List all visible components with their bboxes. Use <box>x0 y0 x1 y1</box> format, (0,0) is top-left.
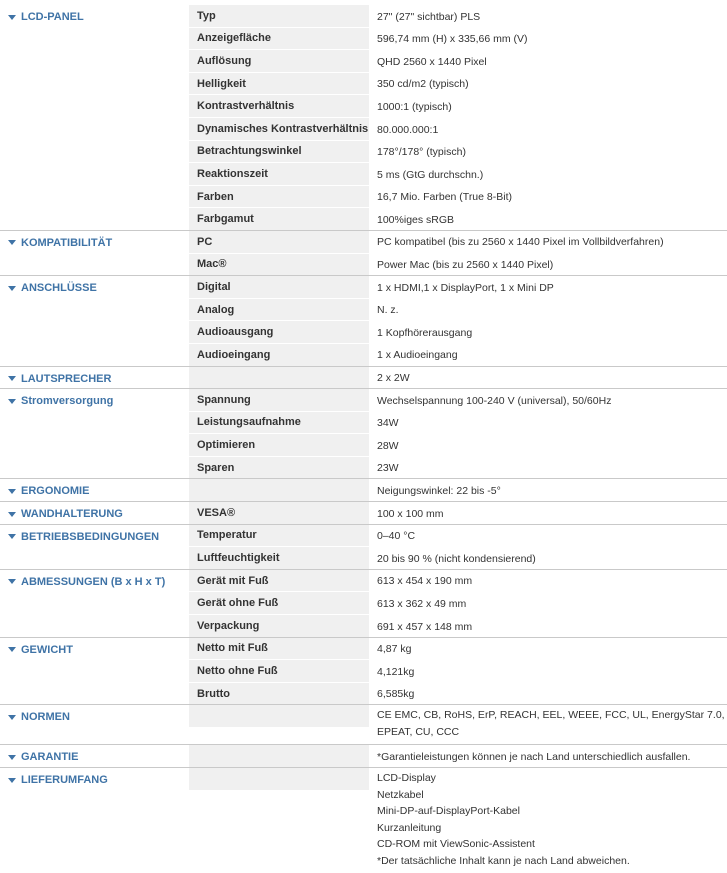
spec-label: Dynamisches Kontrastverhältnis <box>189 118 369 140</box>
section-title: LAUTSPRECHER <box>21 372 112 385</box>
caret-down-icon <box>8 579 16 584</box>
section-toggle[interactable] <box>8 394 113 408</box>
section-title: ANSCHLÜSSE <box>21 282 97 295</box>
spec-section <box>0 366 727 389</box>
spec-value <box>369 747 727 766</box>
spec-row <box>189 389 727 411</box>
caret-down-icon <box>8 376 16 381</box>
spec-label: Brutto <box>189 683 369 705</box>
spec-section <box>0 637 727 705</box>
spec-label: Betrachtungswinkel <box>189 141 369 163</box>
spec-value-line: 596,74 mm (H) x 335,66 mm (V) <box>377 33 528 46</box>
spec-value <box>369 481 727 500</box>
spec-label: Farbgamut <box>189 208 369 230</box>
spec-value-line: 691 x 457 x 148 mm <box>377 620 473 633</box>
spec-row <box>189 591 727 614</box>
spec-value-line: 80.000.000:1 <box>377 123 439 136</box>
spec-table <box>0 5 727 873</box>
spec-row <box>189 298 727 321</box>
spec-section <box>0 767 727 873</box>
section-rows <box>189 5 727 230</box>
section-rows <box>189 367 727 389</box>
spec-section <box>0 478 727 501</box>
spec-row <box>189 768 727 873</box>
spec-value-line: CD-ROM mit ViewSonic-Assistent <box>377 838 535 850</box>
spec-value <box>369 368 727 387</box>
spec-value <box>369 684 727 703</box>
spec-label: Sparen <box>189 457 369 479</box>
spec-row <box>189 140 727 163</box>
caret-down-icon <box>8 512 16 517</box>
spec-label: Farben <box>189 186 369 208</box>
caret-down-icon <box>8 755 16 760</box>
spec-row <box>189 207 727 230</box>
section-title: KOMPATIBILITÄT <box>21 236 113 249</box>
spec-value-line: *Der tatsächliche Inhalt kann je nach Land abweichen. <box>377 854 630 867</box>
spec-value-line: 1 Kopfhörerausgang <box>377 326 473 339</box>
spec-row <box>189 27 727 50</box>
spec-label: Luftfeuchtigkeit <box>189 547 369 569</box>
spec-value-line: Mini-DP-auf-DisplayPort-Kabel <box>377 805 520 817</box>
spec-value <box>369 142 727 161</box>
section-toggle[interactable] <box>8 236 112 250</box>
spec-row <box>189 614 727 637</box>
section-title: GARANTIE <box>21 751 79 764</box>
spec-row <box>189 638 727 660</box>
section-toggle[interactable] <box>8 710 70 724</box>
spec-value <box>369 74 727 93</box>
spec-label: Netto ohne Fuß <box>189 660 369 682</box>
spec-value <box>369 705 727 740</box>
spec-label: Spannung <box>189 389 369 411</box>
caret-down-icon <box>8 647 16 652</box>
spec-row <box>189 367 727 389</box>
section-toggle[interactable] <box>8 10 84 24</box>
caret-down-icon <box>8 286 16 291</box>
spec-label: Digital <box>189 276 369 298</box>
section-title: NORMEN <box>21 711 70 724</box>
caret-down-icon <box>8 489 16 494</box>
spec-label: Mac® <box>189 254 369 276</box>
section-rows <box>189 638 727 705</box>
spec-value-line: 5 ms (GtG durchschn.) <box>377 168 484 181</box>
spec-row <box>189 546 727 569</box>
spec-section <box>0 5 727 230</box>
section-rows <box>189 705 727 744</box>
spec-section <box>0 388 727 478</box>
spec-value <box>369 413 727 432</box>
spec-row <box>189 433 727 456</box>
section-title: GEWICHT <box>21 643 73 656</box>
spec-value <box>369 300 727 319</box>
caret-down-icon <box>8 715 16 720</box>
spec-section <box>0 569 727 637</box>
section-title: LCD-PANEL <box>21 11 84 23</box>
spec-section <box>0 230 727 275</box>
section-toggle[interactable] <box>8 507 123 521</box>
section-toggle[interactable] <box>8 575 165 589</box>
caret-down-icon <box>8 15 16 20</box>
spec-label: Anzeigefläche <box>189 28 369 50</box>
spec-value-line: 178°/178° (typisch) <box>377 146 466 159</box>
spec-label: Leistungsaufnahme <box>189 412 369 434</box>
spec-value <box>369 120 727 139</box>
spec-label: Verpackung <box>189 615 369 637</box>
spec-value-line: 20 bis 90 % (nicht kondensierend) <box>377 552 536 565</box>
spec-value <box>369 504 727 523</box>
spec-label <box>189 367 369 389</box>
spec-value-line: 6,585kg <box>377 688 415 701</box>
spec-value-line: 28W <box>377 439 399 452</box>
spec-label: Analog <box>189 299 369 321</box>
spec-value <box>369 617 727 636</box>
spec-label: Gerät mit Fuß <box>189 570 369 592</box>
section-title: LIEFERUMFANG <box>21 774 108 786</box>
section-rows <box>189 768 727 873</box>
spec-row <box>189 745 727 767</box>
caret-down-icon <box>8 399 16 404</box>
spec-section <box>0 275 727 365</box>
spec-row <box>189 411 727 434</box>
spec-value-line: 1 x HDMI,1 x DisplayPort, 1 x Mini DP <box>377 281 554 294</box>
spec-value <box>369 768 727 869</box>
spec-value-line: LCD-Display <box>377 772 436 784</box>
spec-label: VESA® <box>189 502 369 524</box>
spec-value-line: Wechselspannung 100-240 V (universal), 50/60Hz <box>377 394 612 407</box>
spec-value <box>369 391 727 410</box>
section-title: ABMESSUNGEN (B x H x T) <box>21 575 166 588</box>
spec-row <box>189 682 727 705</box>
spec-value <box>369 526 727 545</box>
spec-value <box>369 594 727 613</box>
section-rows <box>189 525 727 569</box>
spec-row <box>189 94 727 117</box>
spec-value-line: 100%iges sRGB <box>377 213 455 226</box>
spec-section <box>0 744 727 767</box>
spec-value <box>369 187 727 206</box>
spec-section <box>0 524 727 569</box>
spec-label <box>189 745 369 767</box>
spec-value-line: 1 x Audioeingang <box>377 349 458 362</box>
spec-row <box>189 659 727 682</box>
spec-value <box>369 323 727 342</box>
spec-value <box>369 165 727 184</box>
spec-value <box>369 97 727 116</box>
section-title: BETRIEBSBEDINGUNGEN <box>21 530 160 543</box>
section-toggle[interactable] <box>8 643 73 657</box>
spec-row <box>189 276 727 298</box>
spec-value <box>369 232 727 251</box>
spec-label: Netto mit Fuß <box>189 638 369 660</box>
spec-section <box>0 501 727 524</box>
section-toggle[interactable] <box>8 530 159 544</box>
spec-value <box>369 436 727 455</box>
spec-value-line: Neigungswinkel: 22 bis -5° <box>377 485 501 498</box>
spec-value <box>369 255 727 274</box>
section-title: WANDHALTERUNG <box>21 508 123 521</box>
spec-label: Audioausgang <box>189 321 369 343</box>
caret-down-icon <box>8 240 16 245</box>
spec-label: Temperatur <box>189 525 369 547</box>
caret-down-icon <box>8 534 16 539</box>
spec-label: PC <box>189 231 369 253</box>
spec-row <box>189 479 727 501</box>
spec-value-line: QHD 2560 x 1440 Pixel <box>377 55 487 68</box>
spec-value <box>369 571 727 590</box>
spec-row <box>189 570 727 592</box>
section-rows <box>189 231 727 275</box>
spec-value <box>369 29 727 48</box>
section-title: Stromversorgung <box>21 395 114 408</box>
section-toggle[interactable] <box>8 750 78 764</box>
spec-value-line: Netzkabel <box>377 788 424 801</box>
spec-row <box>189 502 727 524</box>
spec-value <box>369 345 727 364</box>
spec-value-line: EPEAT, CU, CCC <box>377 725 460 738</box>
spec-value <box>369 210 727 229</box>
spec-row <box>189 49 727 72</box>
section-toggle[interactable] <box>8 372 111 386</box>
section-rows <box>189 745 727 767</box>
spec-row <box>189 343 727 366</box>
spec-label: Auflösung <box>189 50 369 72</box>
spec-value <box>369 639 727 658</box>
spec-row <box>189 5 727 27</box>
section-toggle[interactable] <box>8 773 108 787</box>
spec-value <box>369 7 727 26</box>
spec-value-line: *Garantieleistungen können je nach Land unterschiedlich ausfallen. <box>377 750 691 763</box>
spec-value-line: CE EMC, CB, RoHS, ErP, REACH, EEL, WEEE, FCC, UL, EnergyStar 7.0, <box>377 709 725 722</box>
spec-value-line: Kurzanleitung <box>377 821 442 834</box>
spec-label: Typ <box>189 5 369 27</box>
section-title: ERGONOMIE <box>21 485 90 498</box>
spec-row <box>189 231 727 253</box>
section-rows <box>189 502 727 524</box>
spec-row <box>189 117 727 140</box>
spec-value <box>369 549 727 568</box>
spec-row <box>189 456 727 479</box>
spec-value <box>369 662 727 681</box>
caret-down-icon <box>8 778 16 783</box>
spec-value-line: Power Mac (bis zu 2560 x 1440 Pixel) <box>377 259 554 272</box>
spec-value <box>369 52 727 71</box>
spec-value-line: 1000:1 (typisch) <box>377 100 452 113</box>
spec-label: Reaktionszeit <box>189 163 369 185</box>
spec-label: Gerät ohne Fuß <box>189 592 369 614</box>
spec-value-line: 2 x 2W <box>377 372 410 385</box>
spec-row <box>189 162 727 185</box>
spec-label: Optimieren <box>189 434 369 456</box>
spec-value-line: 613 x 454 x 190 mm <box>377 575 473 588</box>
section-toggle[interactable] <box>8 281 97 295</box>
spec-row <box>189 185 727 208</box>
spec-value-line: 4,121kg <box>377 665 415 678</box>
spec-value-line: N. z. <box>377 304 399 317</box>
spec-section <box>0 704 727 744</box>
spec-label: Kontrastverhältnis <box>189 95 369 117</box>
spec-label: Audioeingang <box>189 344 369 366</box>
spec-value <box>369 458 727 477</box>
spec-value-line: 100 x 100 mm <box>377 507 444 520</box>
section-rows <box>189 389 727 478</box>
spec-value-line: 34W <box>377 417 399 430</box>
spec-label <box>189 768 369 790</box>
spec-value-line: 0–40 °C <box>377 530 416 543</box>
spec-value <box>369 278 727 297</box>
spec-value-line: 16,7 Mio. Farben (True 8-Bit) <box>377 191 512 204</box>
spec-label <box>189 705 369 727</box>
spec-label: Helligkeit <box>189 73 369 95</box>
spec-row <box>189 72 727 95</box>
section-rows <box>189 570 727 637</box>
spec-value-line: 4,87 kg <box>377 643 412 656</box>
section-toggle[interactable] <box>8 484 89 498</box>
section-rows <box>189 479 727 501</box>
spec-value-line: 23W <box>377 462 399 475</box>
section-rows <box>189 276 727 365</box>
spec-value-line: 27" (27" sichtbar) PLS <box>377 10 481 23</box>
spec-value-line: 613 x 362 x 49 mm <box>377 597 467 610</box>
spec-value-line: 350 cd/m2 (typisch) <box>377 78 469 91</box>
spec-row <box>189 705 727 744</box>
spec-row <box>189 253 727 276</box>
spec-value-line: PC kompatibel (bis zu 2560 x 1440 Pixel im Vollbildverfahren) <box>377 236 664 249</box>
spec-row <box>189 320 727 343</box>
spec-label <box>189 479 369 501</box>
spec-row <box>189 525 727 547</box>
